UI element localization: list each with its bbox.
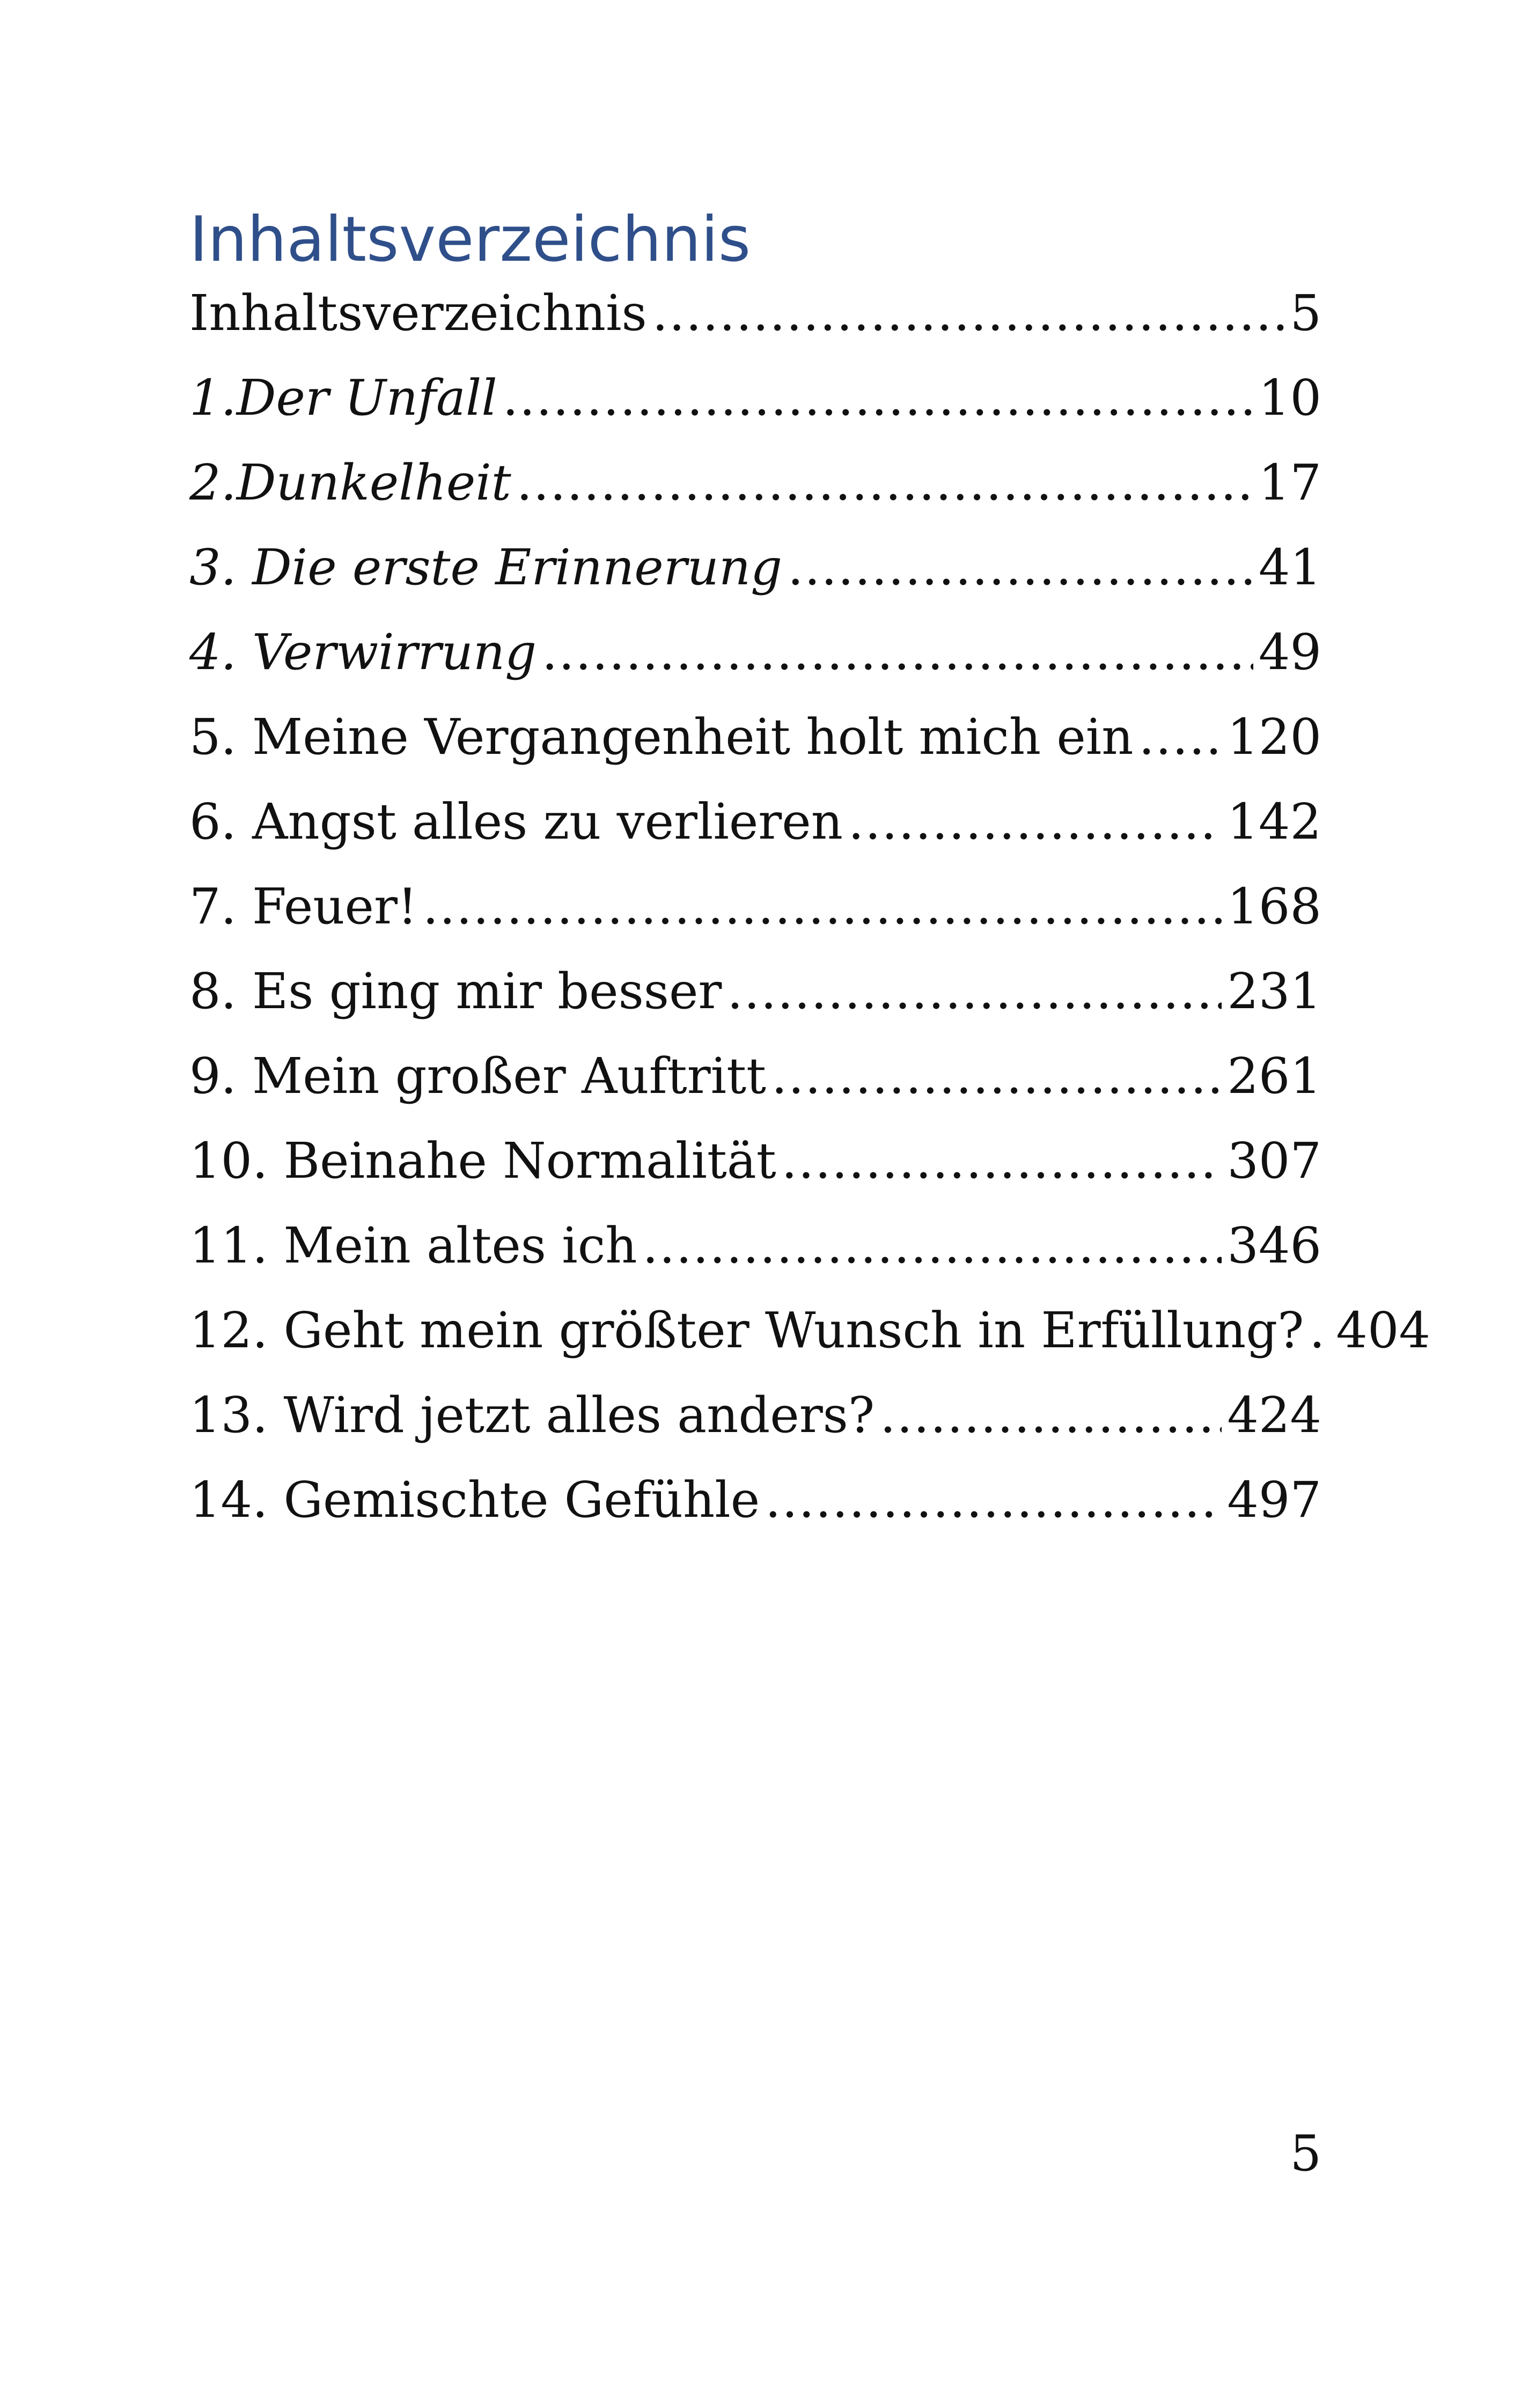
entry-page-number: 10 <box>1258 369 1321 427</box>
entry-page-number: 17 <box>1258 454 1321 511</box>
entry-title: 12. Geht mein größter Wunsch in Erfüllung? <box>189 1302 1304 1359</box>
toc-entry-table-of-contents[interactable] <box>189 284 1321 369</box>
entry-page-number: 41 <box>1258 539 1321 596</box>
toc-entry-chapter-2[interactable] <box>189 454 1321 539</box>
toc-entry-chapter-12[interactable] <box>189 1302 1431 1386</box>
dot-leader <box>1138 708 1222 766</box>
toc-entry-chapter-14[interactable] <box>189 1471 1321 1556</box>
dot-leader <box>542 623 1253 681</box>
entry-page-number: 5 <box>1290 284 1321 342</box>
toc-entry-chapter-10[interactable] <box>189 1132 1321 1217</box>
dot-leader <box>423 878 1222 935</box>
entry-title: 8. Es ging mir besser <box>189 963 722 1020</box>
entry-page-number: 261 <box>1227 1047 1321 1105</box>
entry-title: 13. Wird jetzt alles anders? <box>189 1386 875 1444</box>
entry-title: 3. Die erste Erinnerung <box>189 539 783 596</box>
dot-leader <box>848 793 1222 850</box>
toc-entry-chapter-3[interactable] <box>189 539 1321 623</box>
entry-title: 6. Angst alles zu verlieren <box>189 793 843 850</box>
dot-leader <box>503 369 1253 427</box>
entry-title: 1.Der Unfall <box>189 369 497 427</box>
entry-title: 14. Gemischte Gefühle <box>189 1471 760 1529</box>
toc-entry-chapter-1[interactable] <box>189 369 1321 454</box>
dot-leader <box>1309 1302 1331 1359</box>
entry-page-number: 346 <box>1227 1217 1321 1274</box>
toc-entry-chapter-4[interactable] <box>189 623 1321 708</box>
dot-leader <box>771 1047 1222 1105</box>
entry-page-number: 404 <box>1336 1302 1431 1359</box>
dot-leader <box>880 1386 1222 1444</box>
entry-page-number: 168 <box>1227 878 1321 935</box>
dot-leader <box>788 539 1253 596</box>
toc-heading: Inhaltsverzeichnis <box>189 203 751 276</box>
dot-leader <box>652 284 1285 342</box>
entry-title: 10. Beinahe Normalität <box>189 1132 776 1190</box>
toc-entry-chapter-8[interactable] <box>189 963 1321 1047</box>
toc-entry-chapter-11[interactable] <box>189 1217 1321 1302</box>
entry-title: 7. Feuer! <box>189 878 417 935</box>
entry-page-number: 120 <box>1227 708 1321 766</box>
toc-entry-chapter-6[interactable] <box>189 793 1321 878</box>
entry-page-number: 424 <box>1227 1386 1321 1444</box>
entry-title: 2.Dunkelheit <box>189 454 511 511</box>
entry-title: 4. Verwirrung <box>189 623 537 681</box>
entry-page-number: 231 <box>1227 963 1321 1020</box>
entry-title: 11. Mein altes ich <box>189 1217 637 1274</box>
entry-title: 9. Mein großer Auftritt <box>189 1047 767 1105</box>
toc-entry-chapter-9[interactable] <box>189 1047 1321 1132</box>
toc-entry-chapter-5[interactable] <box>189 708 1321 793</box>
dot-leader <box>765 1471 1222 1529</box>
dot-leader <box>727 963 1222 1020</box>
toc-entry-chapter-7[interactable] <box>189 878 1321 963</box>
page-number: 5 <box>1290 2125 1321 2182</box>
table-of-contents <box>189 284 1431 1556</box>
entry-page-number: 142 <box>1227 793 1321 850</box>
dot-leader <box>517 454 1253 511</box>
entry-page-number: 497 <box>1227 1471 1321 1529</box>
entry-title: Inhaltsverzeichnis <box>189 284 647 342</box>
entry-page-number: 307 <box>1227 1132 1321 1190</box>
toc-entry-chapter-13[interactable] <box>189 1386 1321 1471</box>
dot-leader <box>782 1132 1222 1190</box>
entry-title: 5. Meine Vergangenheit holt mich ein <box>189 708 1134 766</box>
entry-page-number: 49 <box>1258 623 1321 681</box>
dot-leader <box>642 1217 1222 1274</box>
